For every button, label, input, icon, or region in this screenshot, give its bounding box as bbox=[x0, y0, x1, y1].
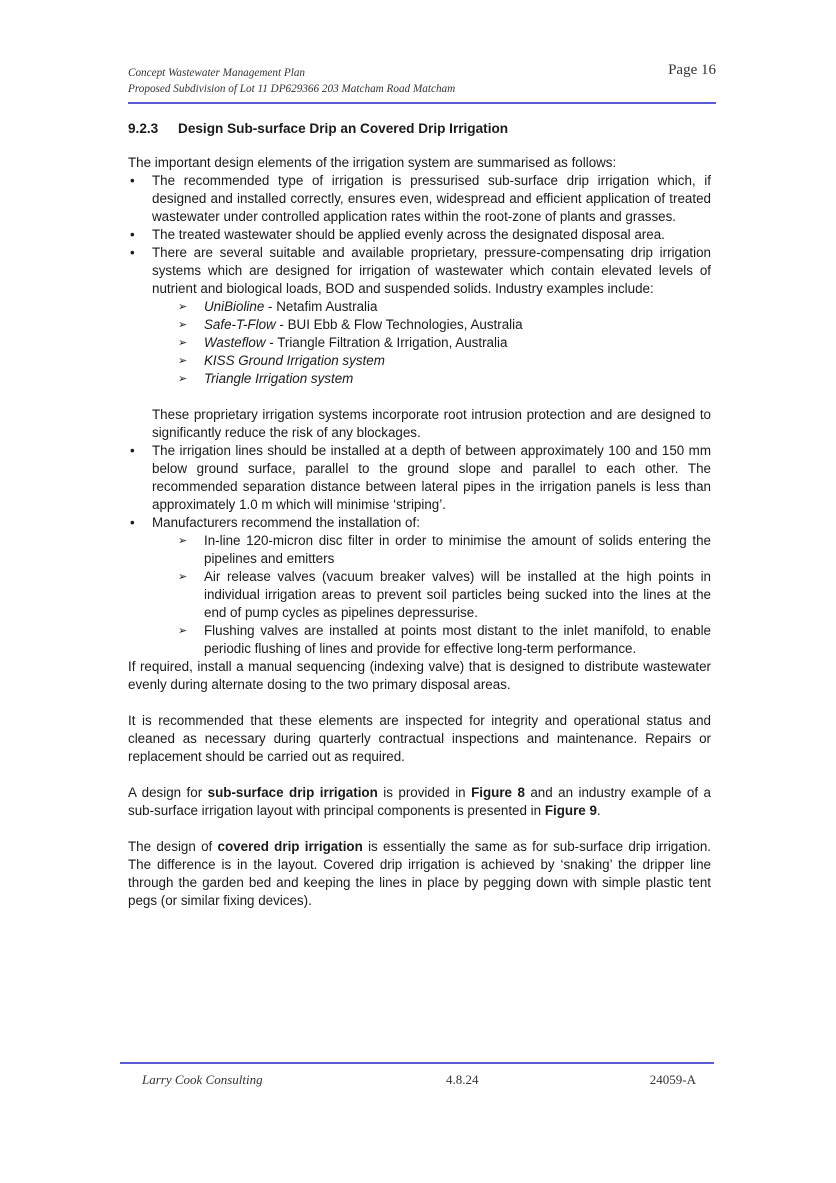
inspection-paragraph: It is recommended that these elements are inspected for integrity and operational status and cleaned as necessary during quarterly contractual inspections and maintenance. Repairs or replacement should be carried out as required. bbox=[128, 713, 711, 764]
page-header bbox=[128, 62, 716, 104]
text-run: A design for bbox=[128, 785, 208, 800]
example-vendor: - Netafim Australia bbox=[264, 299, 378, 314]
covered-drip-paragraph bbox=[128, 838, 711, 910]
example-name: Safe-T-Flow bbox=[204, 317, 276, 332]
example-item bbox=[178, 370, 711, 388]
list-item-text: These proprietary irrigation systems incorporate root intrusion protection and are designed to significantly reduce the risk of any blockages. bbox=[152, 407, 711, 440]
example-name: KISS Ground Irrigation system bbox=[204, 353, 385, 368]
example-item bbox=[178, 316, 711, 334]
example-vendor: - BUI Ebb & Flow Technologies, Australia bbox=[275, 317, 523, 332]
example-item bbox=[178, 352, 711, 370]
figure-reference: Figure 8 bbox=[471, 785, 525, 800]
footer-company: Larry Cook Consulting bbox=[142, 1072, 263, 1087]
figure-reference-paragraph bbox=[128, 784, 711, 820]
intro-paragraph: The important design elements of the irrigation system are summarised as follows: bbox=[128, 155, 617, 170]
installation-list bbox=[152, 532, 711, 658]
page-footer bbox=[120, 1062, 714, 1088]
section-heading bbox=[128, 120, 711, 138]
page-number: Page 16 bbox=[668, 62, 716, 78]
page-body bbox=[128, 120, 711, 910]
header-titles bbox=[128, 65, 455, 97]
bold-term: covered drip irrigation bbox=[217, 839, 363, 854]
section-title: Design Sub-surface Drip an Covered Drip Irrigation bbox=[178, 121, 509, 136]
footer-reference: 24059-A bbox=[649, 1072, 696, 1087]
figure-reference: Figure 9 bbox=[544, 803, 597, 818]
list-item: • The recommended type of irrigation is pressurised sub-surface drip irrigation which, if designed and installed correctly, ensures even, widespread and efficient application of treated wastewater under controlled application rates within the root-zone of plants and grasses. bbox=[128, 172, 711, 226]
list-item-text: • Manufacturers recommend the installation of: bbox=[152, 515, 420, 530]
list-item: • The treated wastewater should be applied evenly across the designated disposal area. bbox=[128, 226, 711, 244]
example-item bbox=[178, 298, 711, 316]
text-run: . bbox=[596, 803, 601, 818]
example-name: UniBioline bbox=[204, 299, 265, 314]
header-project-title: Proposed Subdivision of Lot 11 DP629366 203 Matcham Road Matcham bbox=[128, 83, 456, 95]
design-elements-list bbox=[128, 172, 711, 658]
example-name: Wasteflow bbox=[204, 335, 266, 350]
example-name: Triangle Irrigation system bbox=[204, 371, 354, 386]
text-run: The design of bbox=[128, 839, 218, 854]
text-run: is provided in bbox=[377, 785, 472, 800]
header-document-title: Concept Wastewater Management Plan bbox=[128, 67, 306, 79]
section-number: 9.2.3 bbox=[128, 121, 159, 136]
installation-item: ➢ In-line 120-micron disc filter in order to minimise the amount of solids entering the pipelines and emitters bbox=[178, 532, 711, 568]
bold-term: sub-surface drip irrigation bbox=[207, 785, 378, 800]
example-item bbox=[178, 334, 711, 352]
industry-examples-list bbox=[152, 298, 711, 388]
list-item-text: • There are several suitable and available proprietary, pressure-compensating drip irrigation systems which are designed for irrigation of wastewater which contain elevated levels of nutrient and biological loads, BOD and suspended solids. Industry examples include: bbox=[152, 245, 711, 296]
list-item bbox=[128, 244, 711, 442]
text-run: is essentially the same as for sub-surface drip irrigation. The difference is in the layout. Covered drip irrigation is achieved by ‘snaking’ the dripper line through the garden bed and keeping the lines in place by pegging down with simple plastic tent pegs (or similar fixing devices). bbox=[128, 839, 711, 908]
text-run: and an industry example of a sub-surface irrigation layout with principal components is presented in bbox=[128, 785, 711, 818]
footer-date: 4.8.24 bbox=[446, 1072, 479, 1087]
installation-item: ➢ Flushing valves are installed at points most distant to the inlet manifold, to enable periodic flushing of lines and provide for effective long-term performance. bbox=[178, 622, 711, 658]
installation-item: ➢ Air release valves (vacuum breaker valves) will be installed at the high points in individual irrigation areas to prevent soil particles being sucked into the lines at the end of pump cycles as pipelines depressurise. bbox=[178, 568, 711, 622]
list-item: • The irrigation lines should be installed at a depth of between approximately 100 and 150 mm below ground surface, parallel to the ground slope and parallel to each other. The recommended separation distance between lateral pipes in the irrigation panels is less than approximately 1.0 m which will minimise ‘striping’. bbox=[128, 442, 711, 514]
list-item bbox=[128, 514, 711, 658]
example-vendor: - Triangle Filtration & Irrigation, Australia bbox=[265, 335, 508, 350]
sequencing-paragraph: If required, install a manual sequencing (indexing valve) that is designed to distribute wastewater evenly during alternate dosing to the two primary disposal areas. bbox=[128, 659, 711, 692]
